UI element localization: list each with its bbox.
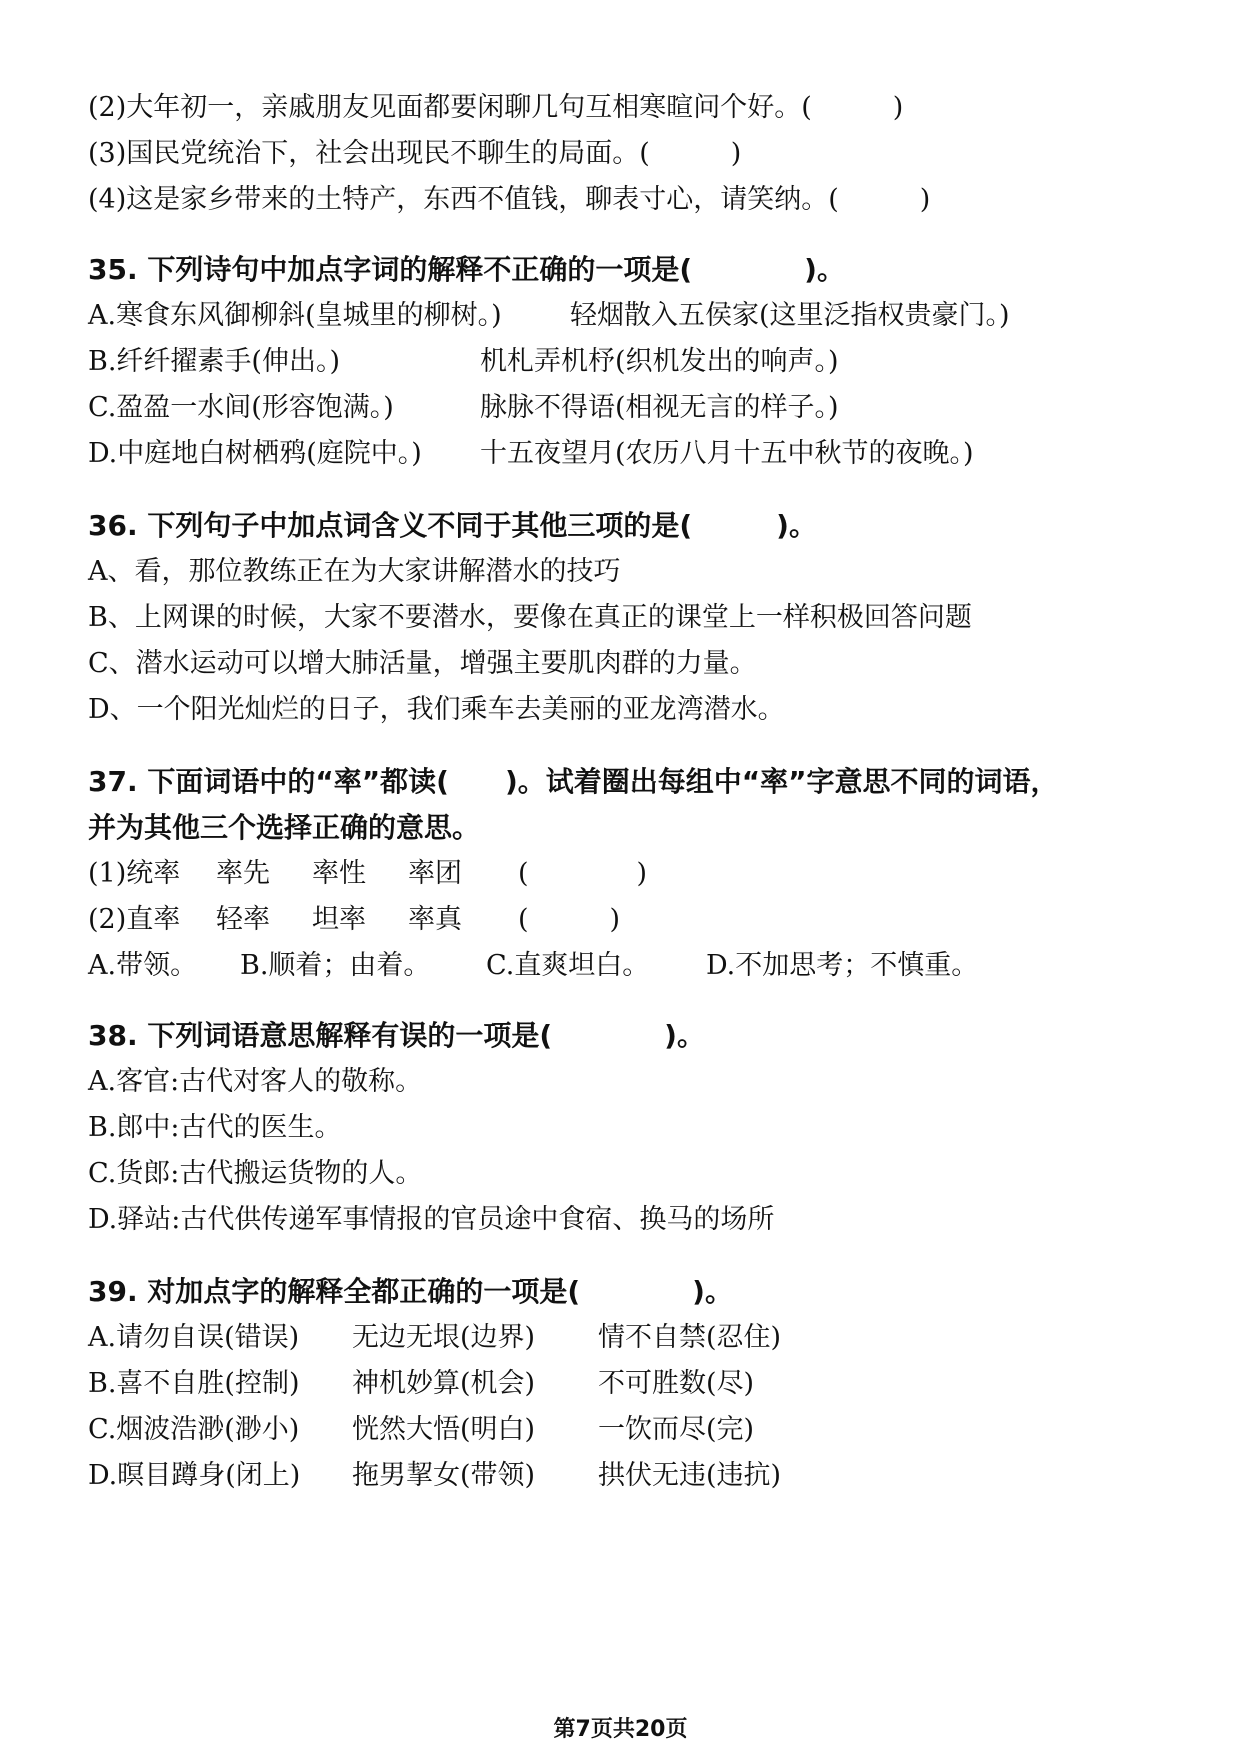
question-35-title: 35. 下列诗句中加点字词的解释不正确的一项是( )。 xyxy=(88,253,845,286)
option-d-word-2: 拖男挈女(带领) xyxy=(352,1460,536,1491)
option-a-word-2: 无边无垠(边界) xyxy=(352,1322,536,1353)
option-b-part-1: B.纤纤擢素手(伸出。) xyxy=(88,346,340,377)
option-c-word-2: 恍然大悟(明白) xyxy=(352,1414,536,1445)
option-c-part-1: C.盈盈一水间(形容饱满。) xyxy=(88,392,394,423)
question-35-option-a xyxy=(88,298,1010,334)
question-38-option-a: A.客官:古代对客人的敬称。 xyxy=(88,1066,423,1097)
option-a-word-3: 情不自禁(忍住) xyxy=(598,1322,782,1353)
question-39-option-a xyxy=(88,1320,782,1356)
question-36-option-b: B、上网课的时候，大家不要潜水，要像在真正的课堂上一样积极回答问题 xyxy=(88,602,972,633)
question-35-option-b xyxy=(88,344,839,380)
row-1-word-3: 率性 xyxy=(312,858,366,889)
question-34-item-2: (2)大年初一，亲戚朋友见面都要闲聊几句互相寒暄问个好。( ) xyxy=(88,92,904,123)
question-38-option-c: C.货郎:古代搬运货物的人。 xyxy=(88,1158,423,1189)
row-2-word-3: 坦率 xyxy=(312,904,366,935)
option-d-part-2: 十五夜望月(农历八月十五中秋节的夜晚。) xyxy=(480,438,974,469)
option-d-part-1: D.中庭地白树栖鸦(庭院中。) xyxy=(88,438,422,469)
question-38-option-b: B.郎中:古代的医生。 xyxy=(88,1112,342,1143)
question-35-option-c xyxy=(88,390,839,426)
question-35-option-d xyxy=(88,436,974,472)
row-1-word-2: 率先 xyxy=(216,858,270,889)
question-36-option-c: C、潜水运动可以增大肺活量，增强主要肌肉群的力量。 xyxy=(88,648,757,679)
option-b-word-1: B.喜不自胜(控制) xyxy=(88,1368,300,1399)
question-37-row-2 xyxy=(88,902,621,938)
question-36-title: 36. 下列句子中加点词含义不同于其他三项的是( )。 xyxy=(88,509,817,542)
option-c: C.直爽坦白。 xyxy=(486,950,650,981)
question-36-option-d: D、一个阳光灿烂的日子，我们乘车去美丽的亚龙湾潜水。 xyxy=(88,694,785,725)
row-1-word-4: 率团 xyxy=(408,858,462,889)
option-c-word-3: 一饮而尽(完) xyxy=(598,1414,755,1445)
option-b-word-2: 神机妙算(机会) xyxy=(352,1368,536,1399)
option-d: D.不加思考；不慎重。 xyxy=(706,950,979,981)
option-b-part-2: 机札弄机杼(织机发出的响声。) xyxy=(480,346,839,377)
option-b: B.顺着；由着。 xyxy=(240,950,431,981)
question-39-option-b xyxy=(88,1366,755,1402)
row-2-answer-blank[interactable]: ( ) xyxy=(518,904,621,935)
question-39-title: 39. 对加点字的解释全都正确的一项是( )。 xyxy=(88,1275,733,1308)
question-34-item-4: (4)这是家乡带来的土特产，东西不值钱，聊表寸心，请笑纳。( ) xyxy=(88,184,931,215)
option-b-word-3: 不可胜数(尽) xyxy=(598,1368,755,1399)
row-1-word-1: (1)统率 xyxy=(88,858,181,889)
option-d-word-1: D.暝目蹲身(闭上) xyxy=(88,1460,301,1491)
page-number-footer: 第7页共20页 xyxy=(553,1717,688,1742)
question-38-title: 38. 下列词语意思解释有误的一项是( )。 xyxy=(88,1019,705,1052)
option-a: A.带领。 xyxy=(88,950,198,981)
question-39-option-d xyxy=(88,1458,782,1494)
option-a-word-1: A.请勿自误(错误) xyxy=(88,1322,300,1353)
question-37-title-line-1: 37. 下面词语中的“率”都读( )。试着圈出每组中“率”字意思不同的词语， xyxy=(88,765,1059,798)
row-1-answer-blank[interactable]: ( ) xyxy=(518,858,648,889)
question-34-item-3: (3)国民党统治下，社会出现民不聊生的局面。( ) xyxy=(88,138,742,169)
option-a-part-1: A.寒食东风御柳斜(皇城里的柳树。) xyxy=(88,300,502,331)
option-d-word-3: 拱伏无违(违抗) xyxy=(598,1460,782,1491)
row-2-word-1: (2)直率 xyxy=(88,904,181,935)
row-2-word-4: 率真 xyxy=(408,904,462,935)
question-37-options xyxy=(88,948,979,984)
question-37-title-line-2: 并为其他三个选择正确的意思。 xyxy=(88,811,481,844)
option-a-part-2: 轻烟散入五侯家(这里泛指权贵豪门。) xyxy=(570,300,1010,331)
option-c-word-1: C.烟波浩渺(渺小) xyxy=(88,1414,300,1445)
question-38-option-d: D.驿站:古代供传递军事情报的官员途中食宿、换马的场所 xyxy=(88,1204,775,1235)
question-39-option-c xyxy=(88,1412,755,1448)
question-37-row-1 xyxy=(88,856,648,892)
row-2-word-2: 轻率 xyxy=(216,904,270,935)
option-c-part-2: 脉脉不得语(相视无言的样子。) xyxy=(480,392,839,423)
question-36-option-a: A、看，那位教练正在为大家讲解潜水的技巧 xyxy=(88,556,621,587)
